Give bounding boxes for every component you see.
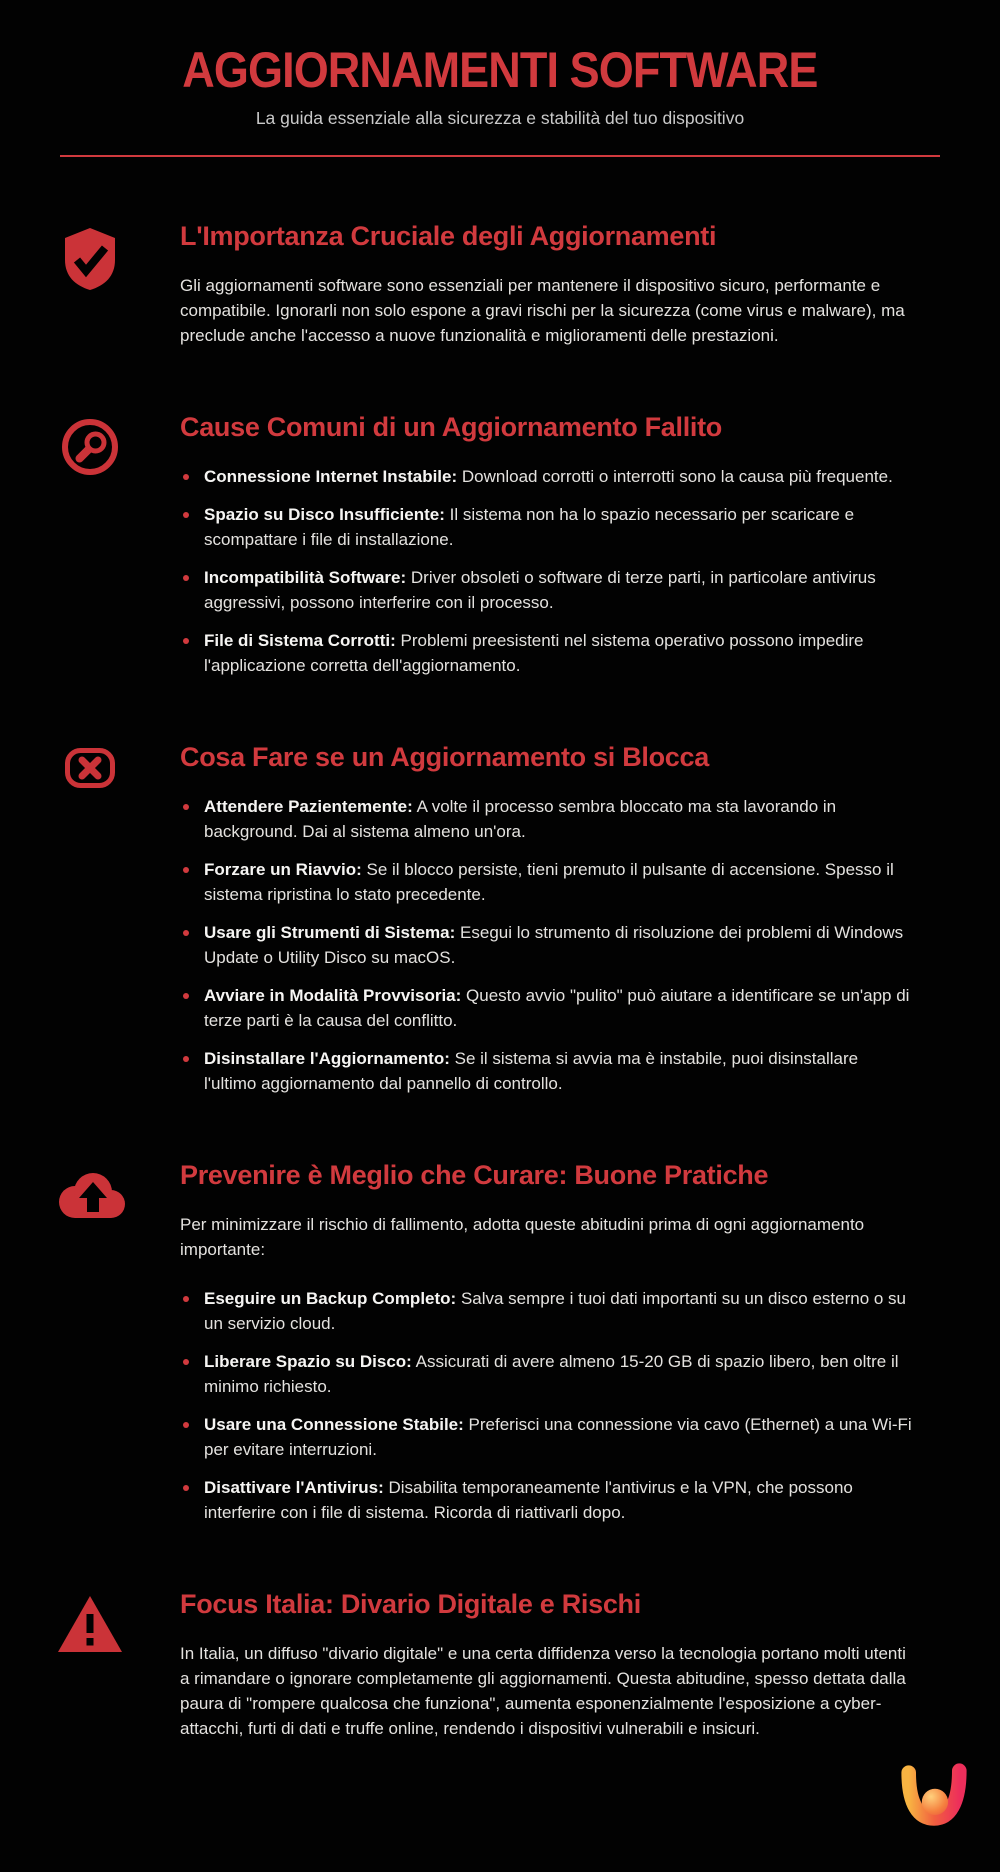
bullet-term: Attendere Pazientemente:: [204, 797, 413, 816]
section-content: [180, 740, 1000, 1096]
list-item: [180, 1286, 912, 1336]
bullet-desc: A volte il processo sembra bloccato ma sta lavorando in background. Dai al sistema almeno un'ora.: [204, 797, 837, 841]
section-title: Prevenire è Meglio che Curare: Buone Pratiche: [180, 1160, 769, 1190]
bullet-term: Disattivare l'Antivirus:: [204, 1478, 384, 1497]
bullet-dot-icon: [183, 1056, 189, 1062]
bullet-dot-icon: [183, 1485, 189, 1491]
section-content: [180, 1158, 1000, 1525]
section-title: Cosa Fare se un Aggiornamento si Blocca: [180, 742, 709, 772]
list-item: [180, 794, 912, 844]
bullet-desc: Salva sempre i tuoi dati importanti su un disco esterno o su un servizio cloud.: [204, 1289, 907, 1333]
section-paragraph: Gli aggiornamenti software sono essenziali per mantenere il dispositivo sicuro, performante e compatibile. Ignorarli non solo espone a gravi rischi per la sicurezza (come virus e malware), ma preclude anche l'accesso a nuove funzionalità e miglioramenti delle prestazioni.: [180, 276, 905, 345]
list-item: [180, 857, 912, 907]
list-item: [180, 464, 912, 489]
bullet-dot-icon: [183, 930, 189, 936]
list-item: [180, 1349, 912, 1399]
bullet-dot-icon: [183, 512, 189, 518]
bullet-term: Avviare in Modalità Provvisoria:: [204, 986, 462, 1005]
bullet-term: Liberare Spazio su Disco:: [204, 1352, 412, 1371]
section-buone-pratiche: [0, 1158, 1000, 1525]
bullet-desc: Se il blocco persiste, tieni premuto il pulsante di accensione. Spesso il sistema ripristina lo stato precedente.: [204, 860, 894, 904]
bullet-dot-icon: [183, 575, 189, 581]
section-content: [180, 410, 1000, 678]
page-header: [0, 0, 1000, 157]
bullet-dot-icon: [183, 804, 189, 810]
page-subtitle: La guida essenziale alla sicurezza e stabilità del tuo dispositivo: [255, 108, 745, 128]
list-item: [180, 628, 912, 678]
section-icon-column: [0, 740, 180, 1096]
bullet-dot-icon: [183, 474, 189, 480]
list-item: [180, 983, 912, 1033]
warning-triangle-icon: [57, 1595, 123, 1653]
section-icon-column: [0, 1158, 180, 1525]
sections-container: [0, 157, 1000, 1741]
bullet-desc: Preferisci una connessione via cavo (Ethernet) a una Wi-Fi per evitare interruzioni.: [204, 1415, 912, 1459]
bullet-term: Spazio su Disco Insufficiente:: [204, 505, 445, 524]
section-icon-column: [0, 1587, 180, 1741]
list-item: [180, 920, 912, 970]
bullet-term: Incompatibilità Software:: [204, 568, 407, 587]
section-icon-column: [0, 219, 180, 348]
section-content: [180, 1587, 1000, 1741]
bullet-desc: Questo avvio "pulito" può aiutare a identificare se un'app di terze parti è la causa del conflitto.: [204, 986, 910, 1030]
bullet-desc: Il sistema non ha lo spazio necessario per scaricare e scompattare i file di installazione.: [204, 505, 855, 549]
bullet-desc: Assicurati di avere almeno 15-20 GB di spazio libero, ben oltre il minimo richiesto.: [204, 1352, 899, 1396]
section-icon-column: [0, 410, 180, 678]
bullet-term: Usare una Connessione Stabile:: [204, 1415, 464, 1434]
bullet-dot-icon: [183, 993, 189, 999]
shield-check-icon: [62, 227, 118, 291]
bullet-list: [180, 1286, 912, 1525]
section-cause-fallimento: [0, 410, 1000, 678]
bullet-desc: Se il sistema si avvia ma è instabile, puoi disinstallare l'ultimo aggiornamento dal pannello di controllo.: [204, 1049, 859, 1093]
section-importanza: [0, 219, 1000, 348]
x-box-icon: [65, 748, 115, 788]
bullet-list: [180, 464, 912, 678]
bullet-term: Usare gli Strumenti di Sistema:: [204, 923, 456, 942]
section-title: L'Importanza Cruciale degli Aggiornamenti: [180, 221, 717, 251]
bullet-list: [180, 794, 912, 1096]
bullet-desc: Driver obsoleti o software di terze parti, in particolare antivirus aggressivi, possono interferire con il processo.: [204, 568, 876, 612]
magnifier-circle-icon: [61, 418, 119, 476]
bullet-term: Connessione Internet Instabile:: [204, 467, 458, 486]
bullet-term: Disinstallare l'Aggiornamento:: [204, 1049, 450, 1068]
section-title: Focus Italia: Divario Digitale e Rischi: [180, 1589, 641, 1619]
section-intro: Per minimizzare il rischio di fallimento, adotta queste abitudini prima di ogni aggiornamento importante:: [180, 1215, 865, 1259]
bullet-desc: Problemi preesistenti nel sistema operativo possono impedire l'applicazione corretta dell'aggiornamento.: [204, 631, 864, 675]
bullet-term: Forzare un Riavvio:: [204, 860, 362, 879]
u-brand-logo: [898, 1762, 970, 1832]
bullet-desc: Disabilita temporaneamente l'antivirus e la VPN, che possono interferire con i file di sistema. Ricorda di riattivarli dopo.: [204, 1478, 853, 1522]
bullet-term: File di Sistema Corrotti:: [204, 631, 396, 650]
section-content: [180, 219, 1000, 348]
bullet-dot-icon: [183, 638, 189, 644]
bullet-dot-icon: [183, 1422, 189, 1428]
list-item: [180, 1475, 912, 1525]
bullet-term: Eseguire un Backup Completo:: [204, 1289, 457, 1308]
section-focus-italia: [0, 1587, 1000, 1741]
bullet-dot-icon: [183, 1296, 189, 1302]
bullet-dot-icon: [183, 1359, 189, 1365]
bullet-dot-icon: [183, 867, 189, 873]
bullet-desc: Download corrotti o interrotti sono la causa più frequente.: [461, 467, 893, 486]
section-aggiornamento-bloccato: [0, 740, 1000, 1096]
list-item: [180, 502, 912, 552]
list-item: [180, 1046, 912, 1096]
section-title: Cause Comuni di un Aggiornamento Fallito: [180, 412, 723, 442]
bullet-desc: Esegui lo strumento di risoluzione dei problemi di Windows Update o Utility Disco su macOS.: [204, 923, 904, 967]
cloud-upload-icon: [48, 1166, 132, 1222]
list-item: [180, 1412, 912, 1462]
section-paragraph: In Italia, un diffuso "divario digitale" e una certa diffidenza verso la tecnologia portano molti utenti a rimandare o ignorare completamente gli aggiornamenti. Questa abitudine, spesso dettata dalla paura di "rompere qualcosa che funziona", aumenta esponenzialmente l'esposizione a cyber-attacchi, furti di dati e truffe online, rendendo i dispositivi vulnerabili e insicuri.: [180, 1644, 906, 1738]
page-title: AGGIORNAMENTI SOFTWARE: [182, 42, 818, 98]
list-item: [180, 565, 912, 615]
